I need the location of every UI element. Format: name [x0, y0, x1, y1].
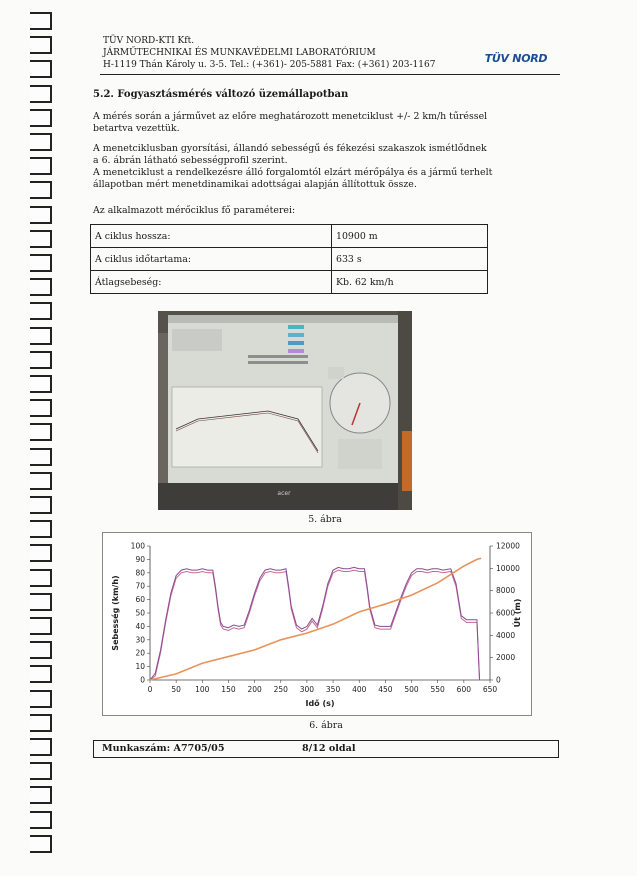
- param-label: A ciklus időtartama:: [91, 248, 332, 271]
- parameters-table: [90, 224, 488, 294]
- binding-hole: [30, 762, 52, 780]
- y-right-tick-label: 6000: [496, 608, 516, 618]
- x-tick-label: 600: [456, 685, 472, 694]
- y-right-tick-label: 12000: [496, 541, 520, 551]
- y-right-tick-label: 0: [496, 675, 501, 685]
- x-tick-label: 450: [378, 685, 393, 694]
- y-left-tick-label: 40: [135, 621, 145, 631]
- binding-hole: [30, 254, 52, 272]
- laptop-illustration: [158, 311, 412, 510]
- binding-hole: [30, 448, 52, 466]
- y-left-tick-label: 100: [130, 541, 145, 551]
- binding-hole: [30, 835, 52, 853]
- lab-name: JÁRMŰTECHNIKAI ÉS MUNKAVÉDELMI LABORATÓRIUM: [103, 48, 376, 58]
- binding-hole: [30, 641, 52, 659]
- figure-5-caption: 5. ábra: [308, 514, 342, 525]
- table-row: [91, 225, 488, 248]
- company-address: H-1119 Thán Károly u. 3-5. Tel.: (+361)- 205-5881 Fax: (+361) 203-1167: [103, 60, 436, 70]
- figure-6-caption: 6. ábra: [309, 720, 343, 731]
- binding-hole: [30, 738, 52, 756]
- y-left-tick-label: 70: [135, 581, 145, 591]
- binding-hole: [30, 157, 52, 175]
- y-left-tick-label: 90: [135, 554, 145, 564]
- y-right-tick-label: 2000: [496, 653, 516, 663]
- param-label: Átlagsebeség:: [91, 271, 332, 294]
- params-intro: Az alkalmazott mérőciklus fő paraméterei:: [93, 205, 296, 216]
- binding-hole: [30, 520, 52, 538]
- x-tick-label: 500: [404, 685, 419, 694]
- y-right-tick-label: 8000: [496, 586, 516, 596]
- x-tick-label: 100: [195, 685, 210, 694]
- binding-hole: [30, 375, 52, 393]
- y-left-tick-label: 20: [135, 648, 145, 658]
- binding-hole: [30, 327, 52, 345]
- binding-hole: [30, 206, 52, 224]
- binding-hole: [30, 496, 52, 514]
- x-tick-label: 0: [147, 685, 153, 694]
- binding-hole: [30, 109, 52, 127]
- y-left-axis-title: Sebesség (km/h): [111, 575, 120, 651]
- y-left-tick-label: 10: [135, 662, 145, 672]
- y-left-tick-label: 80: [135, 568, 145, 578]
- binding-hole: [30, 399, 52, 417]
- x-tick-label: 550: [430, 685, 445, 694]
- x-tick-label: 350: [325, 685, 341, 694]
- x-tick-label: 200: [247, 685, 262, 694]
- binding-hole: [30, 593, 52, 611]
- x-tick-label: 400: [352, 685, 367, 694]
- table-row: [91, 248, 488, 271]
- param-value: 10900 m: [332, 225, 488, 248]
- paragraph-2: A menetciklusban gyorsítási, állandó sebességű és fékezési szakaszok ismétlődnek a 6. ábrán látható sebességprofil szerint.: [93, 143, 487, 166]
- footer-bar: [93, 740, 559, 758]
- laptop-photo: [158, 311, 412, 510]
- param-label: A ciklus hossza:: [91, 225, 332, 248]
- y-left-tick-label: 60: [135, 595, 145, 605]
- x-tick-label: 50: [171, 685, 181, 694]
- header-divider: [100, 74, 560, 75]
- binding-hole: [30, 85, 52, 103]
- binding-hole: [30, 472, 52, 490]
- binding-hole: [30, 544, 52, 562]
- y-right-axis-title: Út (m): [513, 598, 522, 628]
- y-left-tick-label: 50: [135, 608, 145, 618]
- x-tick-label: 150: [221, 685, 236, 694]
- binding-hole: [30, 665, 52, 683]
- x-tick-label: 250: [273, 685, 288, 694]
- binding-hole: [30, 351, 52, 369]
- section-title: 5.2. Fogyasztásmérés változó üzemállapotban: [93, 89, 349, 100]
- binding-hole: [30, 278, 52, 296]
- y-right-tick-label: 4000: [496, 630, 516, 640]
- binding-hole: [30, 786, 52, 804]
- y-right-tick-label: 10000: [496, 563, 520, 573]
- chart-svg: [102, 532, 532, 716]
- binding-hole: [30, 617, 52, 635]
- paragraph-1: A mérés során a járművet az előre meghatározott menetciklust +/- 2 km/h tűréssel betartva vezettük.: [93, 111, 488, 134]
- speed-distance-chart: [102, 532, 532, 716]
- company-name: TÜV NORD-KTI Kft.: [103, 36, 195, 46]
- param-value: Kb. 62 km/h: [332, 271, 488, 294]
- x-tick-label: 300: [299, 685, 315, 694]
- binding-hole: [30, 714, 52, 732]
- page-number: 8/12 oldal: [302, 743, 356, 754]
- y-left-tick-label: 30: [135, 635, 145, 645]
- binding-hole: [30, 60, 52, 78]
- spiral-binding: [30, 0, 60, 876]
- laptop-brand: acer: [277, 490, 291, 497]
- binding-hole: [30, 423, 52, 441]
- binding-hole: [30, 133, 52, 151]
- binding-hole: [30, 181, 52, 199]
- binding-hole: [30, 230, 52, 248]
- binding-hole: [30, 302, 52, 320]
- job-number: Munkaszám: A7705/05: [102, 743, 225, 754]
- binding-hole: [30, 690, 52, 708]
- x-axis-title: Idő (s): [305, 699, 335, 708]
- binding-hole: [30, 569, 52, 587]
- binding-hole: [30, 36, 52, 54]
- table-row: [91, 271, 488, 294]
- y-left-tick-label: 0: [140, 675, 145, 685]
- param-value: 633 s: [332, 248, 488, 271]
- binding-hole: [30, 12, 52, 30]
- binding-hole: [30, 811, 52, 829]
- tuv-nord-logo: TÜV NORD: [484, 52, 548, 65]
- paragraph-3: A menetciklust a rendelkezésre álló forgalomtól elzárt mérőpálya és a jármű terhelt állapotban mért menetdinamikai adottságai alapján állítottuk össze.: [93, 167, 493, 190]
- x-tick-label: 650: [482, 685, 498, 694]
